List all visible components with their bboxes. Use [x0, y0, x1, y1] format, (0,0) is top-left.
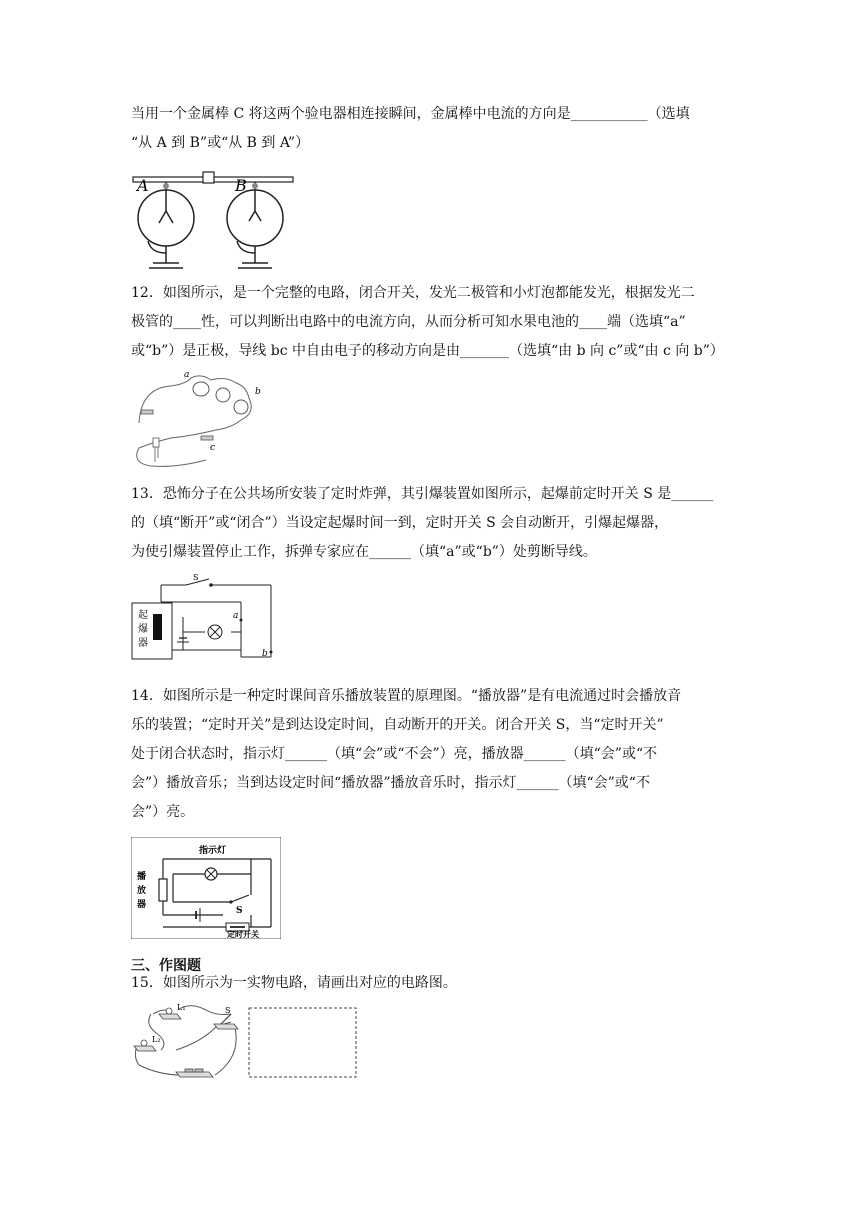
q15-battery-holder [176, 1072, 213, 1077]
q13-label-b: b [262, 649, 268, 659]
q12-bulb-holder [141, 410, 153, 414]
q14-player-char2: 放 [137, 886, 147, 896]
q14-text-line5: 会”）亮。 [131, 804, 195, 820]
q15-text-line1: 15．如图所示为一实物电路，请画出对应的电路图。 [131, 975, 457, 991]
q14-player-resistor [159, 879, 167, 901]
q14-text-line2: 乐的装置；“定时开关”是到达设定时间，自动断开的开关。闭合开关 S，当“定时开关” [131, 717, 664, 733]
q13-bomb-circuit-figure [131, 572, 281, 667]
q12-text-line2: 极管的____性，可以判断出电路中的电流方向，从而分析可知水果电池的____端（选填“a” [131, 314, 686, 330]
q15-label-l2: L₂ [152, 1035, 161, 1044]
q15-physical-circuit-figure [131, 1002, 361, 1082]
q14-player-char3: 器 [137, 900, 147, 910]
section-heading: 三、作图题 [131, 958, 201, 974]
q12-fruit-battery-figure [131, 368, 276, 473]
q14-label-lamp: 指示灯 [199, 846, 227, 856]
q14-label-timer: 定时开关 [227, 929, 259, 939]
q15-bulb-l1-base [159, 1014, 181, 1019]
q12-label-a: a [184, 370, 190, 380]
q15-bulb-l1 [166, 1008, 172, 1014]
q15-label-s: S [225, 1006, 231, 1015]
q14-text-line4: 会”）播放音乐；当到达设定时间“播放器”播放音乐时，指示灯______（填“会”或“不 [131, 775, 650, 791]
q12-led [153, 438, 159, 462]
q13-detonator-core [153, 614, 162, 640]
q12-text-line1: 12．如图所示，是一个完整的电路，闭合开关，发光二极管和小灯泡都能发光，根据发光二 [131, 285, 695, 301]
q13-detonator-char1: 起 [138, 610, 148, 621]
q13-detonator-char3: 器 [138, 638, 148, 649]
q12-label-c: c [210, 443, 216, 453]
q15-switch-base [214, 1024, 238, 1029]
q14-text-line3: 处于闭合状态时，指示灯______（填“会”或“不会”）亮，播放器______（填“会”或“不 [131, 746, 658, 762]
q11-label-a: A [137, 176, 149, 195]
q14-text-line1: 14．如图所示是一种定时课间音乐播放装置的原理图。“播放器”是有电流通过时会播放音 [131, 688, 682, 704]
q11-electroscope-figure [131, 163, 296, 273]
q13-detonator-char2: 爆 [138, 624, 148, 635]
q13-text-line2: 的（填“断开”或“闭合”）当设定起爆时间一到，定时开关 S 会自动断开，引爆起爆器， [131, 515, 669, 531]
q13-text-line1: 13．恐怖分子在公共场所安装了定时炸弹，其引爆装置如图所示，起爆前定时开关 S 是______ [131, 486, 714, 502]
q12-text-line3: 或“b”）是正极，导线 bc 中自由电子的移动方向是由_______（选填“由 b 向 c”或“由 c 向 b”） [131, 343, 724, 359]
q12-label-b: b [255, 387, 261, 397]
q14-music-circuit-figure [131, 837, 281, 939]
q12-switch [201, 436, 213, 440]
q14-label-s: S [236, 906, 243, 916]
q11-label-b: B [235, 176, 247, 195]
q15-label-l1: L₁ [177, 1003, 186, 1012]
q11-text-line1: 当用一个金属棒 C 将这两个验电器相连接瞬间，金属棒中电流的方向是___________（选填 [131, 106, 690, 122]
q13-label-a: a [233, 611, 239, 621]
q15-bulb-l2-base [134, 1046, 156, 1051]
q14-player-char1: 播 [137, 872, 147, 882]
q15-answer-box [249, 1008, 356, 1077]
q11-text-line2: “从 A 到 B”或“从 B 到 A”） [131, 135, 310, 151]
q13-text-line3: 为使引爆装置停止工作，拆弹专家应在______（填“a”或“b”）处剪断导线。 [131, 544, 597, 560]
q13-label-s: S [193, 573, 199, 582]
q15-bulb-l2 [141, 1040, 147, 1046]
